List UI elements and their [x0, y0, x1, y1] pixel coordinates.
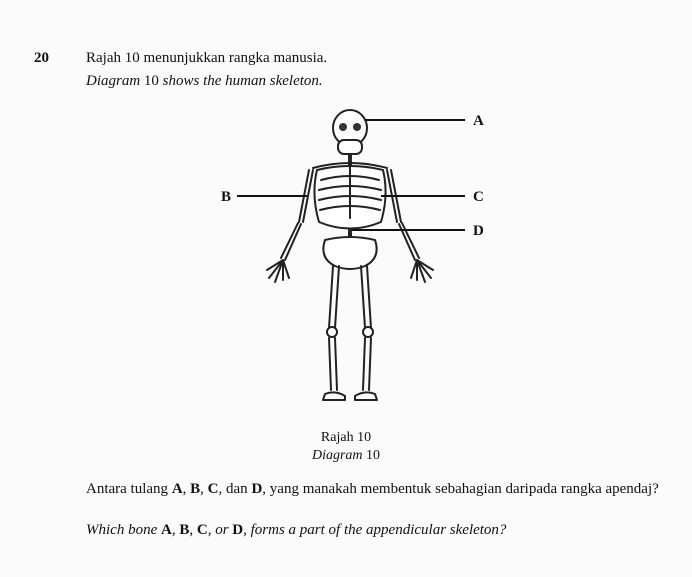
question-stem-malay: Rajah 10 menunjukkan rangka manusia. [86, 50, 328, 66]
left-femur [329, 266, 333, 328]
label-a: A [473, 113, 484, 129]
question-text-malay [86, 480, 666, 499]
left-foot [323, 392, 345, 400]
jaw [338, 140, 362, 154]
ask-ms-t1: Antara tulang [86, 481, 172, 497]
pelvis [323, 237, 376, 269]
label-b: B [221, 189, 232, 205]
ask-en-d: D [232, 522, 244, 538]
ask-en-t1: Which bone [86, 522, 161, 538]
right-foot [355, 392, 377, 400]
ask-en-a: A [160, 522, 172, 538]
ask-en-t2: , forms a part of the appendicular skeleton? [243, 522, 507, 538]
label-d: D [473, 223, 484, 239]
ask-en-c: C [196, 522, 208, 538]
label-c: C [473, 189, 484, 205]
ask-en-b: B [179, 522, 190, 538]
stem-en-number: 10 [143, 73, 159, 89]
ask-en-s3: , or [207, 522, 233, 538]
figure-caption-malay: Rajah 10 [320, 430, 372, 445]
question-number: 20 [34, 50, 49, 66]
right-tibia [369, 338, 371, 390]
left-forearm [285, 224, 301, 260]
ask-ms-s2: , [200, 481, 208, 497]
stem-en-suffix: shows the human skeleton. [162, 73, 323, 89]
stem-en-prefix: Diagram [86, 73, 141, 89]
left-hand [267, 260, 289, 282]
ask-en-s1: , [171, 522, 180, 538]
caption-en-prefix: Diagram [311, 448, 363, 463]
skeleton-diagram [195, 100, 515, 430]
ask-ms-s3: , dan [218, 481, 252, 497]
ask-ms-t2: , yang manakah membentuk sebahagian daripada rangka apendaj? [262, 481, 659, 497]
left-tibia [329, 338, 331, 390]
right-femur [367, 266, 371, 328]
caption-en-number: 10 [366, 448, 381, 463]
ask-ms-b: B [190, 481, 201, 497]
right-hand [411, 260, 433, 282]
question-stem-english [86, 73, 323, 90]
question-text-english [86, 522, 666, 539]
ask-ms-d: D [251, 481, 263, 497]
ask-ms-a: A [171, 481, 183, 497]
ask-en-s2: , [189, 522, 197, 538]
ask-ms-s1: , [182, 481, 191, 497]
ask-ms-c: C [207, 481, 219, 497]
figure-caption-english [0, 448, 692, 464]
